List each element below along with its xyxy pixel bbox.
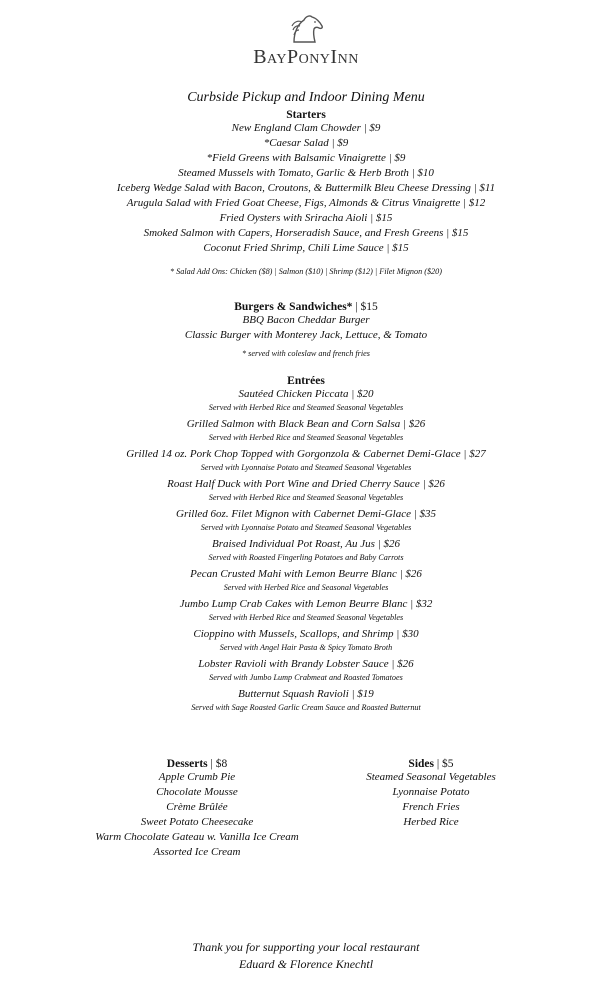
starter-item: New England Clam Chowder | $9 [231, 122, 381, 134]
entree-description: Served with Sage Roasted Garlic Cream Sauce and Roasted Butternut [191, 703, 421, 712]
entree-name: Roast Half Duck with Port Wine and Dried Cherry Sauce | $26 [167, 478, 445, 490]
sides-heading: Sides [408, 758, 434, 770]
owners-line: Eduard & Florence Knechtl [238, 957, 374, 971]
entree-item [0, 567, 612, 593]
desserts-section [72, 758, 322, 860]
starter-item: Iceberg Wedge Salad with Bacon, Croutons, & Buttermilk Bleu Cheese Dressing | $11 [116, 182, 496, 194]
dessert-item: Crème Brûlée [166, 801, 228, 813]
starter-item: *Field Greens with Balsamic Vinaigrette | $9 [206, 152, 406, 164]
entrees-section [0, 375, 612, 717]
starter-item: Steamed Mussels with Tomato, Garlic & Herb Broth | $10 [178, 167, 434, 179]
dessert-item: Chocolate Mousse [156, 786, 238, 798]
sides-section [336, 758, 526, 830]
entree-name: Grilled Salmon with Black Bean and Corn Salsa | $26 [186, 418, 426, 430]
entree-item [0, 657, 612, 683]
entree-name: Braised Individual Pot Roast, Au Jus | $26 [212, 538, 400, 550]
burgers-section [0, 301, 612, 360]
starter-item: Fried Oysters with Sriracha Aioli | $15 [219, 212, 393, 224]
entree-item [0, 537, 612, 563]
horse-head-icon [284, 14, 328, 44]
entree-item [0, 387, 612, 413]
desserts-heading: Desserts [166, 758, 208, 770]
burger-item: BBQ Bacon Cheddar Burger [242, 314, 370, 326]
entree-name: Grilled 14 oz. Pork Chop Topped with Gorgonzola & Cabernet Demi-Glace | $27 [126, 448, 486, 460]
starters-heading: Starters [286, 109, 326, 121]
dessert-item: Warm Chocolate Gateau w. Vanilla Ice Cream [95, 831, 299, 843]
desserts-price: | $8 [207, 758, 228, 770]
entree-item [0, 597, 612, 623]
starter-item: Coconut Fried Shrimp, Chili Lime Sauce | $15 [203, 242, 409, 254]
starter-item: Arugula Salad with Fried Goat Cheese, Figs, Almonds & Citrus Vinaigrette | $12 [126, 197, 486, 209]
starters-section [0, 109, 612, 278]
entree-name: Lobster Ravioli with Brandy Lobster Sauce | $26 [198, 658, 414, 670]
entree-description: Served with Lyonnaise Potato and Steamed Seasonal Vegetables [200, 463, 412, 472]
burgers-price: | $15 [352, 301, 378, 313]
entree-description: Served with Jumbo Lump Crabmeat and Roasted Tomatoes [209, 673, 403, 682]
entrees-heading: Entrées [287, 375, 325, 387]
entree-item [0, 477, 612, 503]
entree-description: Served with Herbed Rice and Steamed Seasonal Vegetables [208, 433, 404, 442]
entree-item [0, 627, 612, 653]
dessert-item: Sweet Potato Cheesecake [140, 816, 254, 828]
salad-addons-note: * Salad Add Ons: Chicken ($8) | Salmon ($10) | Shrimp ($12) | Filet Mignon ($20) [170, 267, 442, 276]
entree-name: Butternut Squash Ravioli | $19 [238, 688, 374, 700]
menu-title: Curbside Pickup and Indoor Dining Menu [187, 90, 425, 105]
side-item: French Fries [402, 801, 460, 813]
burger-item: Classic Burger with Monterey Jack, Lettuce, & Tomato [184, 329, 428, 341]
entree-item [0, 447, 612, 473]
side-item: Steamed Seasonal Vegetables [366, 771, 496, 783]
dessert-item: Assorted Ice Cream [153, 846, 241, 858]
entree-name: Sautéed Chicken Piccata | $20 [238, 388, 374, 400]
brand-name: BayPonyInn [253, 46, 359, 68]
entree-description: Served with Herbed Rice and Steamed Seasonal Vegetables [208, 613, 404, 622]
entree-description: Served with Angel Hair Pasta & Spicy Tomato Broth [219, 643, 393, 652]
logo [0, 14, 612, 69]
entree-name: Pecan Crusted Mahi with Lemon Beurre Blanc | $26 [190, 568, 422, 580]
entree-name: Jumbo Lump Crab Cakes with Lemon Beurre Blanc | $32 [179, 598, 433, 610]
sides-price: | $5 [434, 758, 454, 770]
burgers-heading: Burgers & Sandwiches* [234, 301, 353, 313]
side-item: Herbed Rice [403, 816, 459, 828]
entree-description: Served with Herbed Rice and Seasonal Vegetables [223, 583, 389, 592]
starter-item: *Caesar Salad | $9 [263, 137, 349, 149]
entree-description: Served with Herbed Rice and Steamed Seasonal Vegetables [208, 403, 404, 412]
footer [0, 939, 612, 973]
entree-item [0, 687, 612, 713]
dessert-item: Apple Crumb Pie [158, 771, 236, 783]
side-item: Lyonnaise Potato [392, 786, 470, 798]
entree-description: Served with Lyonnaise Potato and Steamed Seasonal Vegetables [200, 523, 412, 532]
entree-name: Grilled 6oz. Filet Mignon with Cabernet Demi-Glace | $35 [176, 508, 436, 520]
entree-description: Served with Herbed Rice and Steamed Seasonal Vegetables [208, 493, 404, 502]
entree-name: Cioppino with Mussels, Scallops, and Shrimp | $30 [193, 628, 419, 640]
entree-item [0, 417, 612, 443]
starter-item: Smoked Salmon with Capers, Horseradish Sauce, and Fresh Greens | $15 [143, 227, 469, 239]
entree-description: Served with Roasted Fingerling Potatoes and Baby Carrots [208, 553, 404, 562]
entree-item [0, 507, 612, 533]
burgers-note: * served with coleslaw and french fries [242, 349, 370, 358]
thank-you-line: Thank you for supporting your local restaurant [192, 940, 420, 954]
